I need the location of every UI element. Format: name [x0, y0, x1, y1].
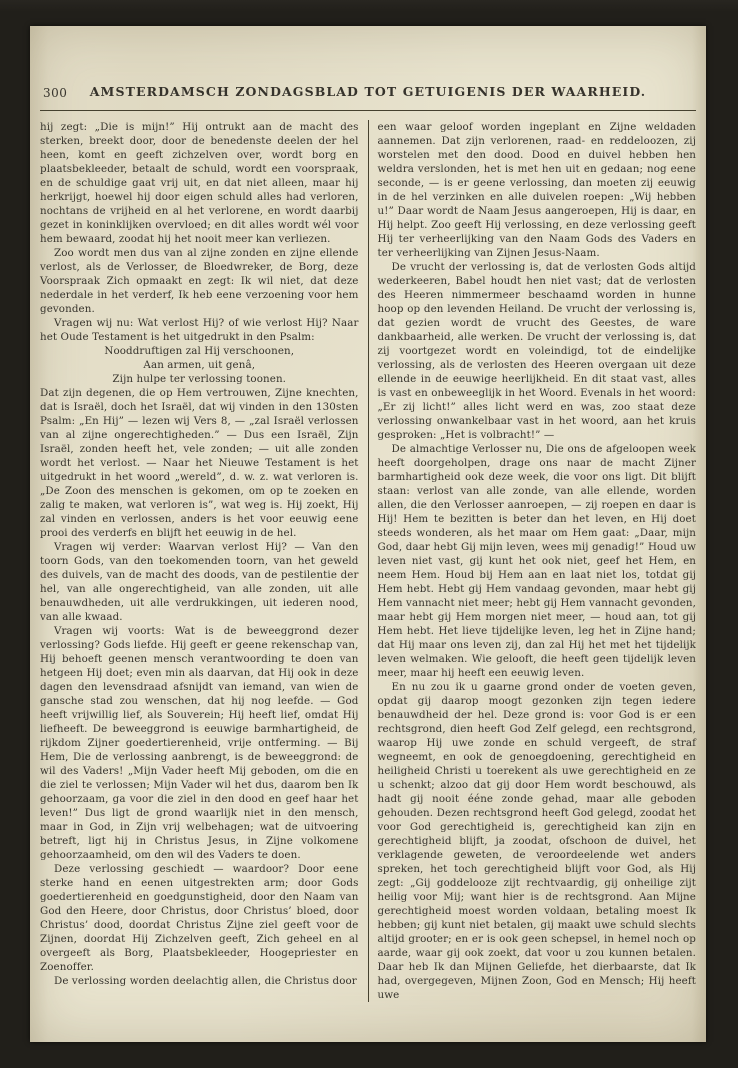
paragraph: hij zegt: „Die is mijn!” Hij ontrukt aan de macht des sterken, breekt door, door de benedenste deelen der hel heen, komt en geeft zichzelven over, wordt borg en plaatsbekleeder, betaalt de schuld, wordt een voorspraak, en de schuldige gaat vrij uit, en dat niet alleen, maar hij herkrijgt, hoewel hij door eigen schuld alles had verloren, nochtans de vrijheid en al het verlorene, en wordt daarbij gezet in koninklijken overvloed; en dit alles wordt wél voor hem bewaard, zoodat hij het nooit meer kan verliezen.	[40, 121, 359, 245]
masthead-title: AMSTERDAMSCH ZONDAGSBLAD TOT GETUIGENIS DER WAARHEID.	[89, 84, 647, 99]
paragraph: Deze verlossing geschiedt — waardoor? Door eene sterke hand en eenen uitgestrekten arm; door Gods goedertierenheid en goedgunstigheid, door den Naam van God den Heere, door Christus, door Christus’ bloed, door Christus’ dood, doordat Christus Zijne ziel geeft voor de Zijnen, doordat Hij Zichzelven geeft, Zich geheel en al overgeeft als Borg, Plaatsbekleeder, Hoogepriester en Zoenoffer.	[40, 863, 359, 973]
paragraph: De almachtige Verlosser nu, Die ons de afgeloopen week heeft doorgeholpen, drage ons naar de macht Zijner barmhartigheid ook deze week, die voor ons ligt. Dit blijft staan: verlost van alle zonde, van alle ellende, worden allen, die den Verlosser aanroepen, — zij roepen en daar is Hij! Hem te bezitten is beter dan het leven, en Hij doet steeds wonderen, als het maar om Hem gaat: „Daar, mijn God, daar hebt Gij mijn leven, wees mij genadig!” Houd uw leven niet vast, gij kunt het ook niet, geef het Hem, en neem Hem. Houd bij Hem aan en laat niet los, totdat gij Hem hebt. Hebt gij Hem vandaag gevonden, maar hebt gij Hem vannacht niet meer; hebt gij Hem vannacht gevonden, maar hebt gij Hem morgen niet meer, — houd aan, tot gij Hem hebt. Het lieve tijdelijke leven, leg het in Zijne hand; dat Hij maar ons leven zij, dan zal Hij het met het tijdelijk leven welmaken. Wie gelooft, die heeft geen tijdelijk leven meer, maar hij heeft een eeuwig leven.	[377, 443, 696, 679]
psalm-verse	[40, 344, 359, 386]
page-inner	[30, 84, 706, 1002]
newspaper-page	[30, 26, 706, 1042]
paragraph: een waar geloof worden ingeplant en Zijne weldaden aannemen. Dat zijn verlorenen, raad- en reddeloozen, zij worstelen met den dood. Dood en duivel hebben hen weldra verslonden, het is met hen uit en gedaan; nog eene seconde, — is er geene verlossing, dan moeten zij eeuwig in de hel verzinken en alle duivelen roepen: „Wij hebben u!” Daar wordt de Naam Jesus aangeroepen, Hij is daar, en Hij helpt. Zoo geeft Hij verlossing, en deze verlossing geeft Hij ter verheerlijking van den Naam Gods des Vaders en ter verheerlijking van Zijnen Jesus-Naam.	[377, 121, 696, 259]
verse-line: Aan armen, uit genâ,	[143, 359, 256, 371]
paragraph: Vragen wij nu: Wat verlost Hij? of wie verlost Hij? Naar het Oude Testament is het uitgedrukt in den Psalm:	[40, 317, 359, 343]
paragraph: Zoo wordt men dus van al zijne zonden en zijne ellende verlost, als de Verlosser, de Bloedwreker, de Borg, deze Voorspraak Zich opmaakt en zegt: Ik wil niet, dat deze nederdale in het verderf, Ik heb eene verzoening voor hem gevonden.	[40, 247, 359, 315]
paragraph: De verlossing worden deelachtig allen, die Christus door	[54, 975, 357, 987]
right-column	[369, 120, 697, 1002]
paragraph: Dat zijn degenen, die op Hem vertrouwen, Zijne knechten, dat is Israël, doch het Israël, dat wij vinden in den 130sten Psalm: „En Hij” — lezen wij Vers 8, — „zal Israël verlossen van al zijne ongerechtigheden.” — Dus een Israël, Zijn Israël, zonden heeft het, vele zonden; — uit alle zonden wordt het verlost. — Naar het Nieuwe Testament is het uitgedrukt in het woord „wereld”, d. w. z. wat verloren is. „De Zoon des menschen is gekomen, om op te zoeken en zalig te maken, wat verloren is”, wat weg is. Hij zoekt, Hij zal vinden en verlossen, anders is het voor eeuwig eene prooi des verderfs en blijft het eeuwig in de hel.	[40, 387, 359, 539]
header-rule	[40, 110, 696, 111]
paragraph: Vragen wij verder: Waarvan verlost Hij? — Van den toorn Gods, van den toekomenden toorn, van het geweld des duivels, van de macht des doods, van de pestilentie der hel, van alle ongerechtigheid, van alle zonden, uit alle benauwdheden, uit alle verdrukkingen, uit iederen nood, van alle kwaad.	[40, 541, 359, 623]
verse-line: Zijn hulpe ter verlossing toonen.	[112, 373, 287, 385]
text-columns	[40, 120, 696, 1002]
paragraph: Vragen wij voorts: Wat is de beweeggrond dezer verlossing? Gods liefde. Hij geeft er geene rekenschap van, Hij behoeft geenen mensch verantwoording te doen van hetgeen Hij doet; even min als daarvan, dat Hij ook in deze dagen den levensdraad afsnijdt van iemand, van wien de gansche stad zou wenschen, dat hij nog leefde. — God heeft vrijwillig lief, als Souverein; Hij heeft lief, omdat Hij liefheeft. De beweeggrond is eeuwige barmhartigheid, de rijkdom Zijner goedertierenheid, vrije ontferming. — Bij Hem, Die de verlossing aanbrengt, is de beweeggrond: de wil des Vaders! „Mijn Vader heeft Mij geboden, om die en die ziel te verlossen; Mijn Vader wil het dus, daarom ben Ik gehoorzaam, ga voor die ziel in den dood en geef haar het leven!” Dus ligt de grond waarlijk niet in den mensch, maar in God, in Zijn vrij welbehagen; wat de uitvoering betreft, ligt hij in Christus Jesus, in Zijne volkomene gehoorzaamheid, om den wil des Vaders te doen.	[40, 625, 359, 861]
left-column	[40, 120, 368, 1002]
page-header	[40, 84, 696, 102]
page-number: 300	[43, 86, 68, 100]
verse-line: Nooddruftigen zal Hij verschoonen,	[104, 345, 295, 357]
paragraph: De vrucht der verlossing is, dat de verlosten Gods altijd wederkeeren, Babel houdt hen niet vast; dat de verlosten des Heeren nimmermeer beschaamd worden in hunne hoop op den levenden Heiland. De vrucht der verlossing is, dat gezien wordt de vrucht des Geestes, de ware dankbaarheid, alle werken. De vrucht der verlossing is, dat zij voortgezet wordt en voleindigd, tot de eindelijke verlossing, als de verlosten des Heeren overgaan uit deze ellende in de eeuwige heerlijkheid. En dit staat vast, alles is vast en onbeweeglijk in het Woord. Evenals in het woord: „Er zij licht!” alles licht werd en was, zoo staat deze verlossing onwankelbaar vast in het woord, aan het kruis gesproken: „Het is volbracht!” —	[377, 261, 696, 441]
paragraph: En nu zou ik u gaarne grond onder de voeten geven, opdat gij daarop moogt gezonken zijn tegen iedere benauwdheid der hel. Deze grond is: voor God is er een rechtsgrond, dien heeft God Zelf gelegd, een rechtsgrond, waarop Hij uwe zonde en schuld vergeeft, de straf wegneemt, en ook de genoegdoening, gerechtigheid en heiligheid Christi u toerekent als uwe gerechtigheid en ze u schenkt; alzoo dat gij door Hem wordt beschouwd, als hadt gij nooit ééne zonde gehad, maar alle geboden gehouden. Dezen rechtsgrond heeft God gelegd, zoodat het voor God gerechtigheid is, gerechtigheid kan zijn en gerechtigheid blijft, ja zoodat, ofschoon de duivel, het verklagende geweten, de veroordeelende wet anders spreken, het toch gerechtigheid blijft voor God, als Hij zegt: „Gij goddelooze zijt rechtvaardig, gij onheilige zijt heilig voor Mij; want hier is de rechtsgrond. Aan Mijne gerechtigheid moest worden voldaan, betaling moest Ik hebben; gij kunt niet betalen, gij maakt uwe schuld slechts altijd grooter; en er is ook geen schepsel, in hemel noch op aarde, waar gij ook zoekt, dat voor u zou kunnen betalen. Daar heb Ik dan Mijnen Geliefde, het dierbaarste, dat Ik had, overgegeven, Mijnen Zoon, God en Mensch; Hij heeft uwe	[377, 681, 696, 1001]
